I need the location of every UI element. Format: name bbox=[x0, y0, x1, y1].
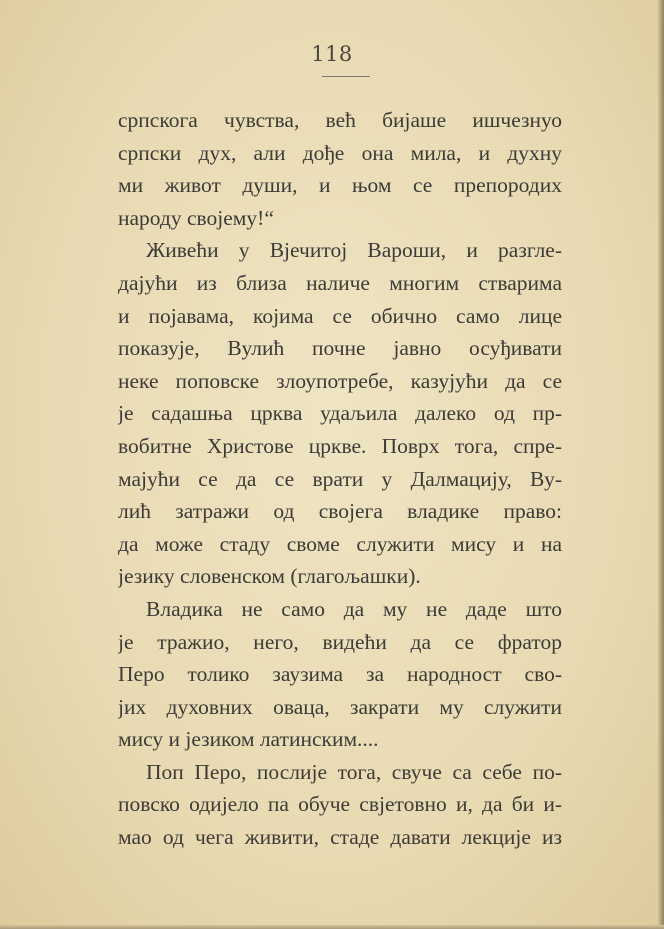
text-line: је тражио, него, видећи да се фратор bbox=[118, 629, 562, 654]
text-line: мао од чега живити, стаде давати лекције из bbox=[118, 825, 562, 850]
text-line: је садашња црква удаљила далеко од пр- bbox=[118, 401, 562, 426]
text-line: јих духовних оваца, закрати му служити bbox=[118, 694, 562, 719]
text-line: дајући из близа наличе многим стварима bbox=[118, 270, 562, 295]
text-line: народу своjему!“ bbox=[118, 205, 274, 230]
text-line: неке поповске злоупотребе, казујући да се bbox=[118, 368, 562, 393]
text-line: ми живот души, и њом се препородих bbox=[118, 173, 562, 198]
paragraph-start-line: Владика не само да му не даде што bbox=[146, 596, 562, 621]
text-line: да може стаду своме служити мису и на bbox=[118, 531, 562, 556]
text-line: показује, Вулић почне јавно осуђивати bbox=[118, 336, 562, 361]
text-line: повско одијело па обуче свјетовно и, да би и- bbox=[118, 792, 562, 817]
text-line: лић затражи од својега владике право: bbox=[118, 499, 562, 524]
page-number-rule bbox=[322, 76, 370, 77]
paragraph-start-line: Поп Перо, послије тога, свуче са себе по- bbox=[146, 759, 562, 784]
text-line: мајући се да се врати у Далмацију, Ву- bbox=[118, 466, 562, 491]
text-line: Перо толико заузима за народност сво- bbox=[118, 662, 562, 687]
paragraph-start-line: Живећи у Вјечитој Вароши, и разгле- bbox=[146, 238, 562, 263]
page-bottom-edge bbox=[0, 925, 664, 929]
page-number: 118 bbox=[311, 42, 353, 66]
page-right-edge bbox=[658, 0, 664, 929]
text-line: језику словенском (глагољашки). bbox=[118, 564, 421, 589]
text-line: вобитне Христове цркве. Поврх тога, спре- bbox=[118, 433, 562, 458]
body-text bbox=[118, 104, 562, 854]
text-line: и појавама, којима се обично само лице bbox=[118, 303, 562, 328]
text-line: српскога чувства, већ бијаше ишчезнуо bbox=[118, 108, 562, 132]
text-line: мису и језиком латинским.... bbox=[118, 727, 379, 752]
text-line: српски дух, али дође она мила, и духну bbox=[118, 140, 562, 165]
